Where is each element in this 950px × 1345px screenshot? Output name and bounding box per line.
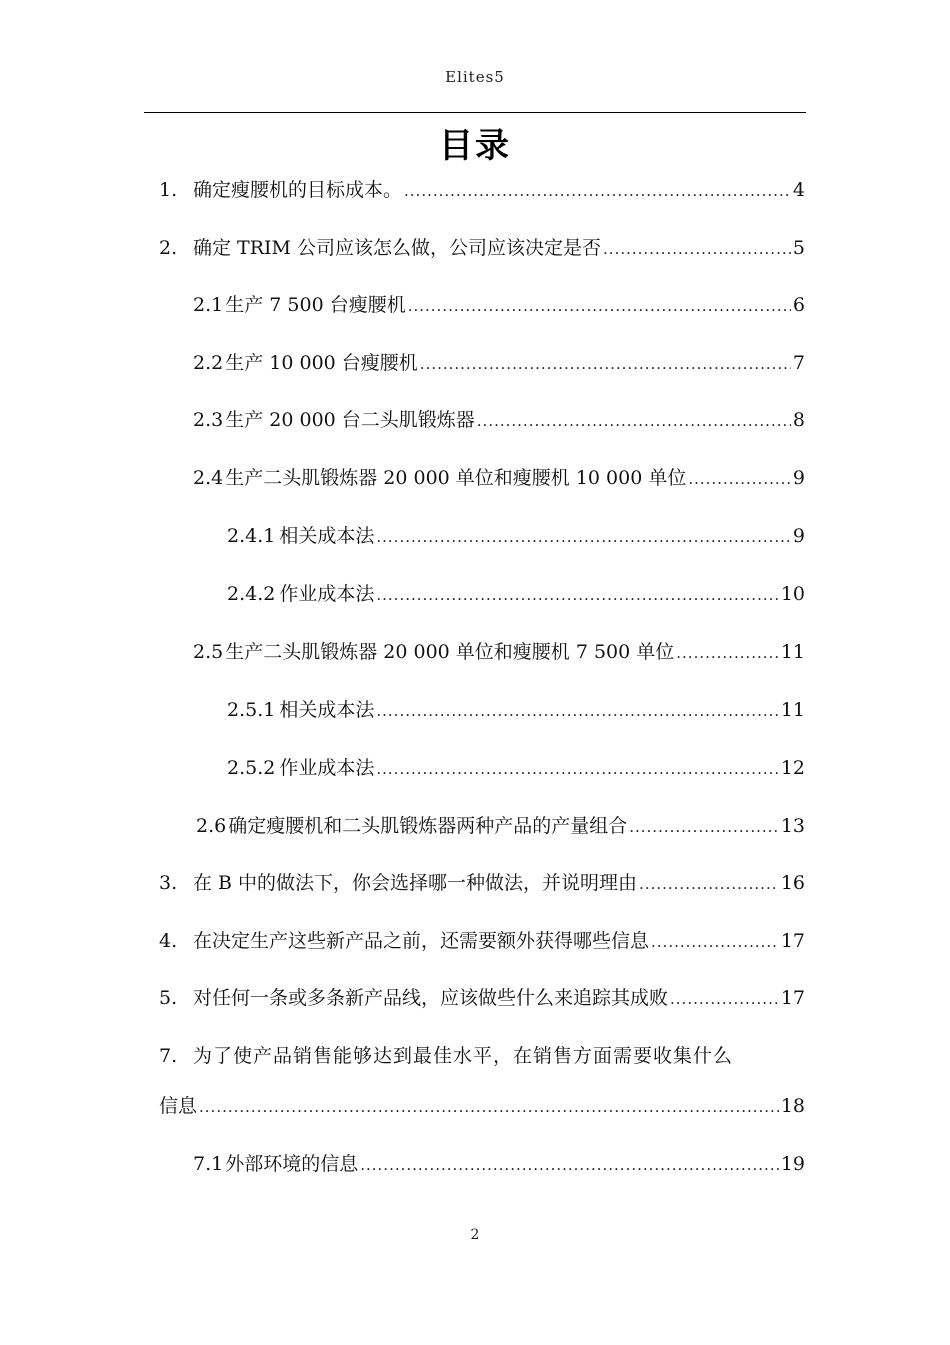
toc-entry-text-continued: 信息: [159, 1095, 198, 1117]
toc-entry[interactable]: [159, 869, 805, 897]
toc-entry[interactable]: [159, 234, 805, 262]
toc-entry-number: 2.3: [193, 409, 224, 431]
toc-entry-text: 在决定生产这些新产品之前，还需要额外获得哪些信息: [193, 930, 650, 952]
toc-entry-text: 作业成本法: [279, 583, 375, 605]
toc-entry-text: 相关成本法: [279, 699, 375, 721]
toc-entry-page: 17: [780, 987, 805, 1009]
toc-entry[interactable]: [193, 1150, 805, 1178]
toc-entry-number: 2.1: [193, 294, 224, 316]
toc-entry-wrapped-line[interactable]: [159, 1042, 733, 1070]
toc-entry-number: 3.: [159, 872, 178, 894]
toc-entry-text: 确定 TRIM 公司应该怎么做，公司应该决定是否: [193, 237, 602, 259]
toc-leader-dots: [408, 292, 791, 320]
toc-entry-number: 2.4.1: [227, 525, 276, 547]
toc-leader-dots: [688, 465, 791, 493]
toc-entry-number: 2.5: [193, 641, 224, 663]
toc-entry-page: 10: [780, 583, 805, 605]
toc-entry-page: 4: [792, 179, 805, 201]
toc-leader-dots: [603, 235, 791, 263]
toc-entry-page: 11: [780, 699, 805, 721]
toc-entry-page: 19: [780, 1153, 805, 1175]
toc-leader-dots: [404, 177, 791, 205]
toc-leader-dots: [477, 407, 791, 435]
toc-leader-dots: [199, 1093, 779, 1121]
toc-entry-number: 2.: [159, 237, 178, 259]
toc-entry-text: 生产二头肌锻炼器 20 000 单位和瘦腰机 10 000 单位: [225, 467, 687, 489]
toc-entry-page: 17: [780, 930, 805, 952]
toc-entry-page: 13: [780, 815, 805, 837]
toc-entry[interactable]: [159, 984, 805, 1012]
toc-entry-text: 生产 7 500 台瘦腰机: [225, 294, 406, 316]
toc-entry[interactable]: [159, 1092, 805, 1120]
toc-entry-page: 12: [780, 757, 805, 779]
page-header: Elites5: [445, 68, 505, 86]
toc-entry-number: 7.1: [193, 1153, 224, 1175]
toc-entry-page: 5: [792, 237, 805, 259]
toc-entry-text: 外部环境的信息: [225, 1153, 359, 1175]
toc-entry-text: 为了使产品销售能够达到最佳水平，在销售方面需要收集什么: [193, 1045, 734, 1067]
toc-entry-text: 确定瘦腰机的目标成本。: [193, 179, 403, 201]
toc-entry-page: 9: [792, 525, 805, 547]
toc-entry[interactable]: [159, 176, 805, 204]
toc-entry-page: 9: [792, 467, 805, 489]
toc-entry[interactable]: [196, 812, 805, 840]
toc-entry-page: 18: [780, 1095, 805, 1117]
toc-entry-number: 2.2: [193, 352, 224, 374]
toc-leader-dots: [376, 755, 778, 783]
toc-entry-page: 8: [792, 409, 805, 431]
toc-entry[interactable]: [193, 291, 805, 319]
toc-leader-dots: [639, 870, 779, 898]
toc-entry-text: 生产 10 000 台瘦腰机: [225, 352, 418, 374]
toc-entry[interactable]: [227, 580, 805, 608]
toc-entry-page: 6: [792, 294, 805, 316]
toc-entry-number: 2.4: [193, 467, 224, 489]
toc-entry[interactable]: [193, 638, 805, 666]
toc-entry-number: 5.: [159, 987, 178, 1009]
toc-entry-page: 11: [780, 641, 805, 663]
toc-entry-text: 对任何一条或多条新产品线，应该做些什么来追踪其成败: [193, 987, 669, 1009]
toc-entry[interactable]: [227, 522, 805, 550]
toc-leader-dots: [420, 350, 791, 378]
toc-entry-text: 生产二头肌锻炼器 20 000 单位和瘦腰机 7 500 单位: [225, 641, 675, 663]
toc-entry[interactable]: [193, 464, 805, 492]
toc-title: 目录: [439, 126, 511, 166]
toc-entry[interactable]: [193, 406, 805, 434]
toc-leader-dots: [376, 581, 778, 609]
toc-leader-dots: [629, 813, 779, 841]
toc-leader-dots: [376, 697, 778, 725]
toc-leader-dots: [376, 523, 791, 551]
toc-leader-dots: [651, 928, 779, 956]
page-number: 2: [470, 1227, 480, 1243]
toc-entry-number: 2.4.2: [227, 583, 276, 605]
toc-leader-dots: [676, 639, 779, 667]
toc-entry-page: 7: [792, 352, 805, 374]
toc-entry[interactable]: [227, 754, 805, 782]
toc-entry-page: 16: [780, 872, 805, 894]
toc-entry-number: 4.: [159, 930, 178, 952]
toc-entry-number: 2.6: [196, 815, 227, 837]
toc-entry[interactable]: [193, 349, 805, 377]
toc-entry[interactable]: [159, 927, 805, 955]
toc-entry-number: 1.: [159, 179, 178, 201]
toc-entry[interactable]: [227, 696, 805, 724]
toc-entry-number: 7.: [159, 1045, 178, 1067]
toc-entry-text: 相关成本法: [279, 525, 375, 547]
header-rule: [144, 112, 806, 113]
toc-entry-text: 在 B 中的做法下，你会选择哪一种做法，并说明理由: [193, 872, 638, 894]
toc-entry-text: 生产 20 000 台二头肌锻炼器: [225, 409, 475, 431]
toc-entry-text: 确定瘦腰机和二头肌锻炼器两种产品的产量组合: [228, 815, 628, 837]
toc-leader-dots: [670, 985, 779, 1013]
toc-entry-text: 作业成本法: [279, 757, 375, 779]
toc-entry-number: 2.5.2: [227, 757, 276, 779]
toc-leader-dots: [360, 1151, 779, 1179]
toc-entry-number: 2.5.1: [227, 699, 276, 721]
